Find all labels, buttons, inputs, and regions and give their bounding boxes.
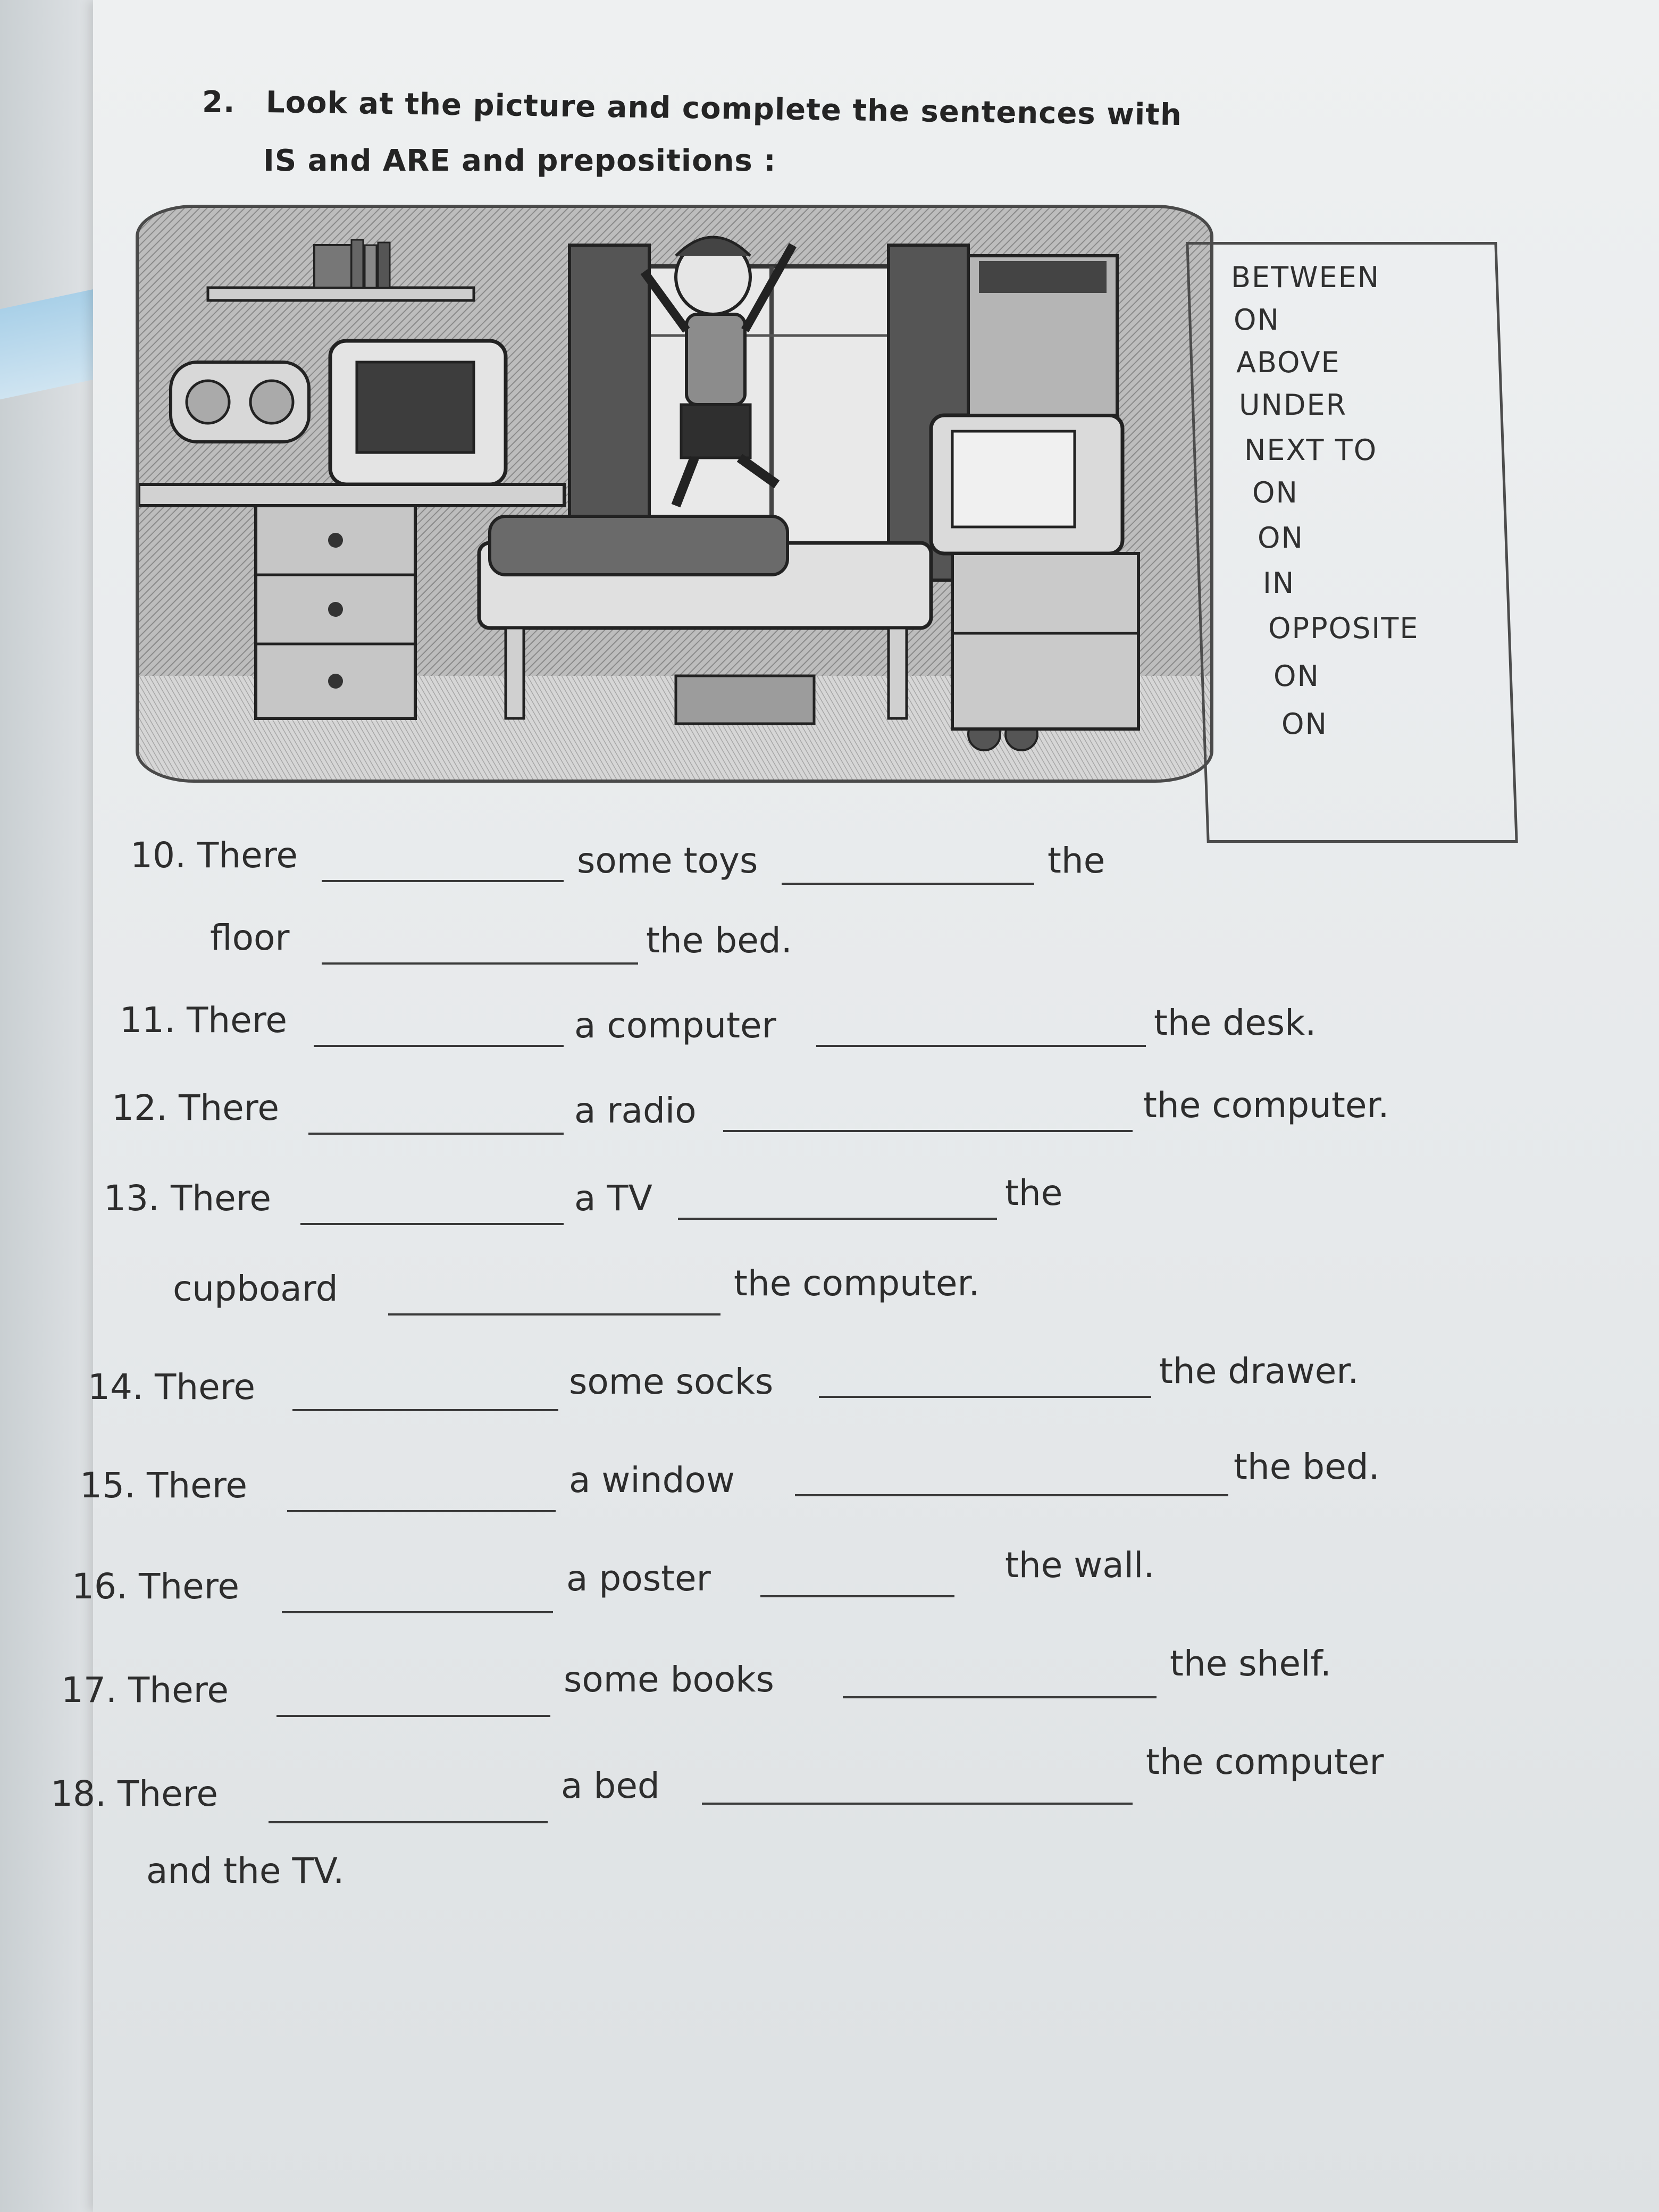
sentence-10-tail: the bed. <box>646 920 792 961</box>
desk-top <box>139 484 564 506</box>
sentence-18-blank-1[interactable] <box>269 1821 548 1823</box>
sentence-17-end: the shelf. <box>1170 1643 1331 1684</box>
sentence-16-middle: a poster <box>566 1558 711 1599</box>
sentence-14-blank-1[interactable] <box>292 1409 558 1411</box>
sentence-15-start: 15. There <box>80 1465 247 1506</box>
sentence-17-blank-2[interactable] <box>843 1696 1157 1698</box>
sentence-17-middle: some books <box>564 1659 774 1700</box>
sentence-14-middle: some socks <box>569 1361 774 1402</box>
sentence-13-end: the <box>1005 1172 1063 1213</box>
word-bank-item: IN <box>1263 566 1295 600</box>
sentence-12-end: the computer. <box>1143 1085 1389 1126</box>
word-bank-item: ON <box>1258 521 1304 555</box>
sentence-16-blank-2[interactable] <box>760 1595 954 1597</box>
sentence-11-start: 11. There <box>120 1000 287 1041</box>
sentence-13-continuation: cupboard <box>173 1268 338 1309</box>
sentence-14-end: the drawer. <box>1159 1351 1359 1392</box>
sentence-13-blank-3[interactable] <box>388 1313 720 1316</box>
sentence-12-middle: a radio <box>574 1090 697 1131</box>
exercise-number: 2. <box>202 85 236 120</box>
word-bank-item: ON <box>1234 303 1280 337</box>
sentence-11-middle: a computer <box>574 1005 776 1046</box>
sentence-10-blank-1[interactable] <box>322 880 564 882</box>
toy-box <box>676 676 814 724</box>
exercise-instruction-line-2: IS and ARE and prepositions : <box>263 144 776 178</box>
sentence-13-blank-2[interactable] <box>678 1218 997 1220</box>
sentence-10-continuation: floor <box>210 917 290 958</box>
word-bank-item: ABOVE <box>1236 346 1340 379</box>
exercise-instruction-line-1: Look at the picture and complete the sentences with <box>265 85 1183 133</box>
word-bank-item: OPPOSITE <box>1268 611 1419 645</box>
word-bank-item: ON <box>1273 659 1320 693</box>
sentence-10-blank-3[interactable] <box>322 962 638 965</box>
sentence-18-continuation: and the TV. <box>146 1850 345 1891</box>
sentence-15-middle: a window <box>569 1460 735 1501</box>
word-bank-item: BETWEEN <box>1231 261 1380 294</box>
sentence-17-start: 17. There <box>61 1670 229 1711</box>
sentence-10-start: 10. There <box>130 835 298 876</box>
sentence-16-end: the wall. <box>1005 1545 1155 1586</box>
sentence-13-middle: a TV <box>574 1178 652 1219</box>
sentence-15-end: the bed. <box>1234 1446 1380 1487</box>
sentence-15-blank-1[interactable] <box>287 1510 556 1512</box>
sentence-14-start: 14. There <box>88 1367 255 1407</box>
sentence-18-middle: a bed <box>561 1765 660 1806</box>
bedroom-drawing <box>139 208 1210 780</box>
cupboard <box>952 554 1138 729</box>
sentence-13-blank-1[interactable] <box>300 1223 564 1225</box>
word-bank-item: NEXT TO <box>1244 433 1378 467</box>
word-bank-item: ON <box>1281 707 1328 741</box>
sentence-10-end: the <box>1048 840 1105 881</box>
sentence-12-blank-1[interactable] <box>308 1133 564 1135</box>
sentence-10-middle: some toys <box>577 840 758 881</box>
bedroom-illustration <box>136 205 1213 783</box>
sentence-12-blank-2[interactable] <box>723 1130 1133 1132</box>
sentence-18-end: the computer <box>1146 1741 1384 1782</box>
sentence-10-blank-2[interactable] <box>782 883 1034 885</box>
sentence-13-start: 13. There <box>104 1178 271 1219</box>
sentence-14-blank-2[interactable] <box>819 1396 1151 1398</box>
shelf <box>208 288 474 300</box>
word-bank-item: ON <box>1252 476 1298 509</box>
word-bank-item: UNDER <box>1239 388 1347 422</box>
sentence-17-blank-1[interactable] <box>276 1715 550 1717</box>
sentence-18-blank-2[interactable] <box>702 1803 1133 1805</box>
sentence-13-tail: the computer. <box>734 1263 980 1304</box>
sentence-18-start: 18. There <box>51 1773 218 1814</box>
sentence-16-blank-1[interactable] <box>282 1611 553 1613</box>
sentence-11-end: the desk. <box>1154 1002 1317 1043</box>
sentence-11-blank-2[interactable] <box>816 1045 1146 1047</box>
sentence-16-start: 16. There <box>72 1566 239 1607</box>
sentence-11-blank-1[interactable] <box>314 1045 564 1047</box>
sentence-12-start: 12. There <box>112 1087 279 1128</box>
sentence-15-blank-2[interactable] <box>795 1494 1228 1496</box>
